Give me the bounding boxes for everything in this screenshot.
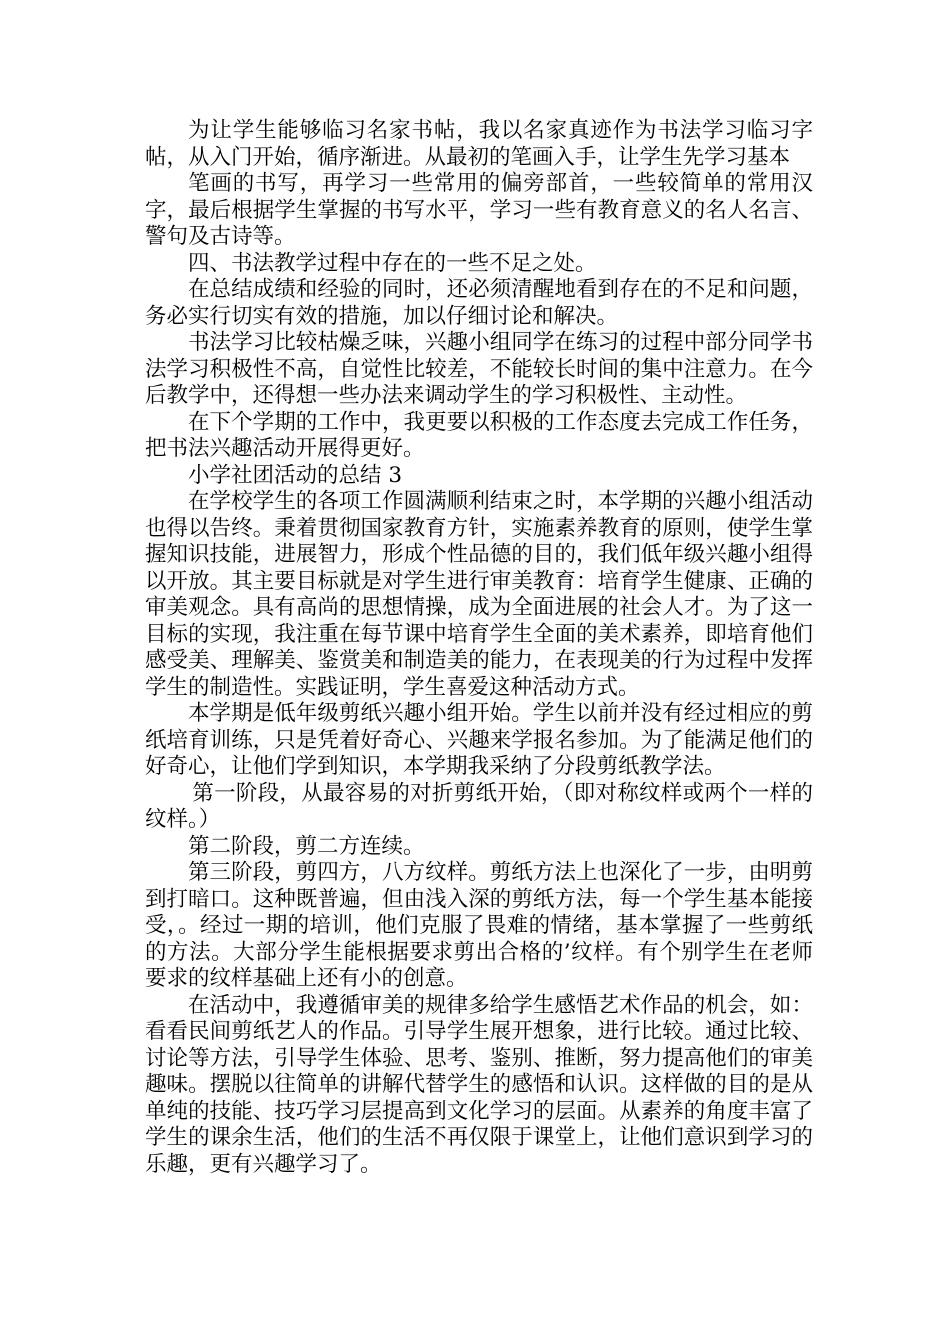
paragraph: 第三阶段，剪四方，八方纹样。剪纸方法上也深化了一步，由明剪到打暗口。这种既普遍，但由浅入深的剪纸方法，每一个学生基本能接受，。经过一期的培训，他们克服了畏难的情绪，基本掌握了一些剪纸的方法。大部分学生能根据要求剪出合格的’纹样。有个别学生在老师要求的纹样基础上还有小的创意。: [145, 860, 813, 991]
paragraph: 书法学习比较枯燥乏味，兴趣小组同学在练习的过程中部分同学书法学习积极性不高，自觉性比较差，不能较长时间的集中注意力。在今后教学中，还得想一些办法来调动学生的学习积极性、主动性。: [145, 330, 813, 408]
document-title: 小学社团活动的总结 3: [188, 462, 403, 488]
paragraph: 笔画的书写，再学习一些常用的偏旁部首，一些较简单的常用汉字，最后根据学生掌握的书写水平，学习一些有教育意义的名人名言、警句及古诗等。: [145, 171, 813, 249]
paragraph: 在学校学生的各项工作圆满顺利结束之时，本学期的兴趣小组活动也得以告终。秉着贯彻国家教育方针，实施素养教育的原则，使学生掌握知识技能，进展智力，形成个性品德的目的，我们低年级兴趣小组得以开放。其主要目标就是对学生进行审美教育：培育学生健康、正确的审美观念。具有高尚的思想情操，成为全面进展的社会人才。为了这一目标的实现，我注重在每节课中培育学生全面的美术素养，即培育他们感受美、理解美、鉴赏美和制造美的能力，在表现美的行为过程中发挥学生的制造性。实践证明，学生喜爱这种活动方式。: [145, 489, 813, 700]
paragraph: 在总结成绩和经验的同时，还必须清醒地看到存在的不足和问题，务必实行切实有效的措施，加以仔细讨论和解决。: [145, 277, 813, 329]
paragraph: 第二阶段，剪二方连续。: [188, 833, 425, 859]
paragraph: 本学期是低年级剪纸兴趣小组开始。学生以前并没有经过相应的剪纸培育训练，只是凭着好奇心、兴趣来学报名参加。为了能满足他们的好奇心，让他们学到知识，本学期我采纳了分段剪纸教学法。: [145, 701, 813, 779]
paragraph: 第一阶段，从最容易的对折剪纸开始，（即对称纹样或两个一样的纹样。）: [145, 780, 813, 832]
paragraph: 在下个学期的工作中，我更要以积极的工作态度去完成工作任务，把书法兴趣活动开展得更好。: [145, 409, 813, 461]
paragraph: 在活动中，我遵循审美的规律多给学生感悟艺术作品的机会，如：看看民间剪纸艺人的作品。引导学生展开想象，进行比较。通过比较、讨论等方法，引导学生体验、思考、鉴别、推断，努力提高他们的审美趣味。摆脱以往简单的讲解代替学生的感悟和认识。这样做的目的是从单纯的技能、技巧学习层提高到文化学习的层面。从素养的角度丰富了学生的课余生活，他们的生活不再仅限于课堂上，让他们意识到学习的乐趣，更有兴趣学习了。: [145, 992, 813, 1177]
section-heading: 四、书法教学过程中存在的一些不足之处。: [188, 250, 597, 276]
paragraph: 为让学生能够临习名家书帖，我以名家真迹作为书法学习临习字帖，从入门开始，循序渐进。从最初的笔画入手，让学生先学习基本: [145, 118, 813, 170]
document-body: [145, 118, 813, 1178]
